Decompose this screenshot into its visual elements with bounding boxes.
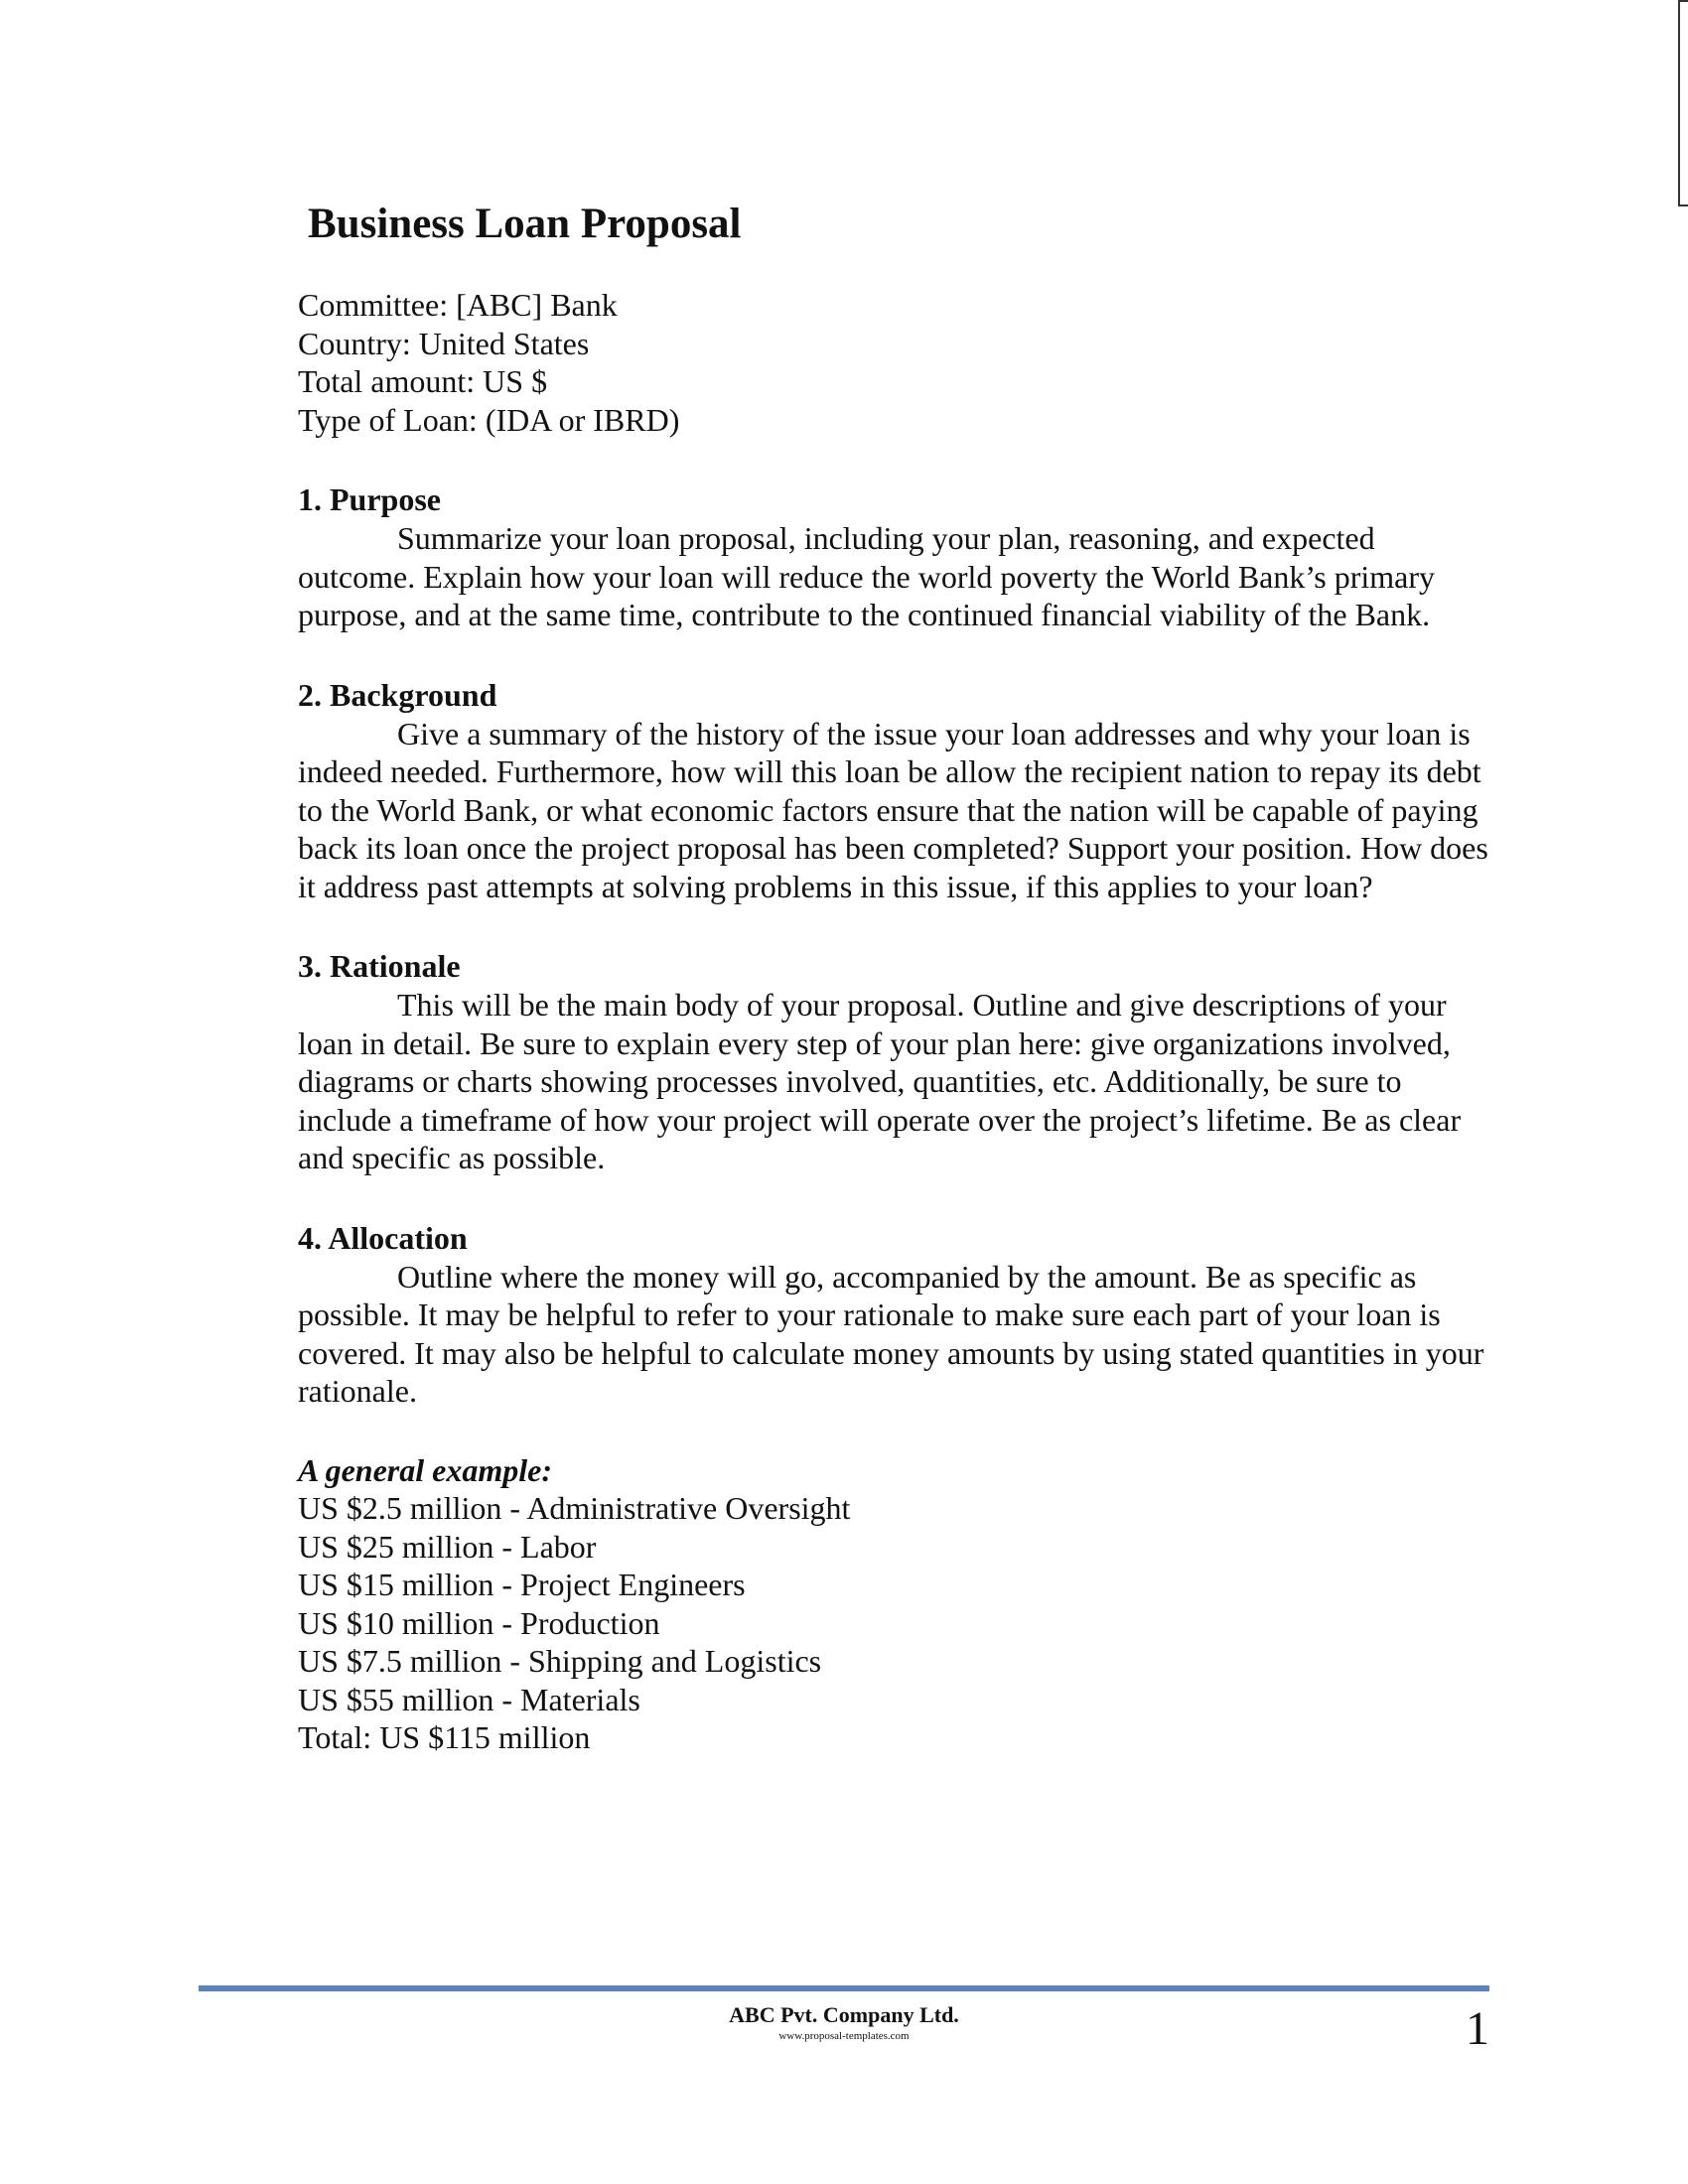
example-line: US $25 million - Labor: [298, 1528, 597, 1565]
example-line: US $7.5 million - Shipping and Logistics: [298, 1643, 822, 1679]
page-corner-mark: [1678, 0, 1688, 206]
section-paragraph: This will be the main body of your proposal. Outline and give descriptions of your loan in detail. Be sure to explain every step of your plan here: give organizations involved, diagrams or charts showing processes involved, quantities, etc. Additionally, be sure to include a timeframe of how your project will operate over the project’s lifetime. Be as clear and specific as possible.: [298, 987, 1462, 1175]
example-heading: A general example:: [298, 1451, 552, 1488]
example-line: US $2.5 million - Administrative Oversight: [298, 1490, 851, 1526]
section-paragraph: Summarize your loan proposal, including your plan, reasoning, and expected outcome. Explain how your loan will reduce the world poverty the World Bank’s primary purpose, and at the same time, contribute to the continued financial viability of the Bank.: [298, 520, 1436, 632]
section-paragraph: Give a summary of the history of the issue your loan addresses and why your loan is indeed needed. Furthermore, how will this loan be allow the recipient nation to repay its debt to the World Bank, or what economic factors ensure that the nation will be capable of paying back its loan once the project proposal has been completed? Support your position. How does it address past attempts at solving problems in this issue, if this applies to your loan?: [298, 715, 1488, 904]
section-rationale: [298, 946, 1499, 1177]
proposal-meta: [298, 286, 1499, 439]
section-paragraph: Outline where the money will go, accompanied by the amount. Be as specific as possible. It may be helpful to refer to your rationale to make sure each part of your loan is covered. It may also be helpful to calculate money amounts by using stated quantities in your rationale.: [298, 1258, 1484, 1409]
meta-total-amount: Total amount: US $: [298, 363, 548, 399]
example-total-line: Total: US $115 million: [298, 1719, 591, 1755]
document-body: [298, 195, 1499, 1757]
meta-country: Country: United States: [298, 325, 590, 361]
section-purpose: [298, 479, 1499, 634]
example-line: US $15 million - Project Engineers: [298, 1567, 746, 1602]
example-line: US $10 million - Production: [298, 1604, 660, 1641]
footer-company-name: ABC Pvt. Company Ltd.: [729, 2002, 959, 2027]
document-title: Business Loan Proposal: [308, 201, 742, 247]
meta-loan-type: Type of Loan: (IDA or IBRD): [298, 401, 680, 438]
section-heading: 4. Allocation: [298, 1219, 468, 1256]
section-heading: 3. Rationale: [298, 948, 461, 984]
section-background: [298, 675, 1499, 906]
page-number: 1: [1466, 2002, 1489, 2055]
footer-rule: [199, 1985, 1489, 1991]
example-line: US $55 million - Materials: [298, 1681, 640, 1717]
section-allocation: [298, 1218, 1499, 1411]
section-heading: 1. Purpose: [298, 481, 441, 517]
allocation-example: [298, 1451, 1499, 1757]
footer-website: www.proposal-templates.com: [778, 2030, 910, 2042]
meta-committee: Committee: [ABC] Bank: [298, 287, 618, 323]
section-heading: 2. Background: [298, 676, 497, 713]
